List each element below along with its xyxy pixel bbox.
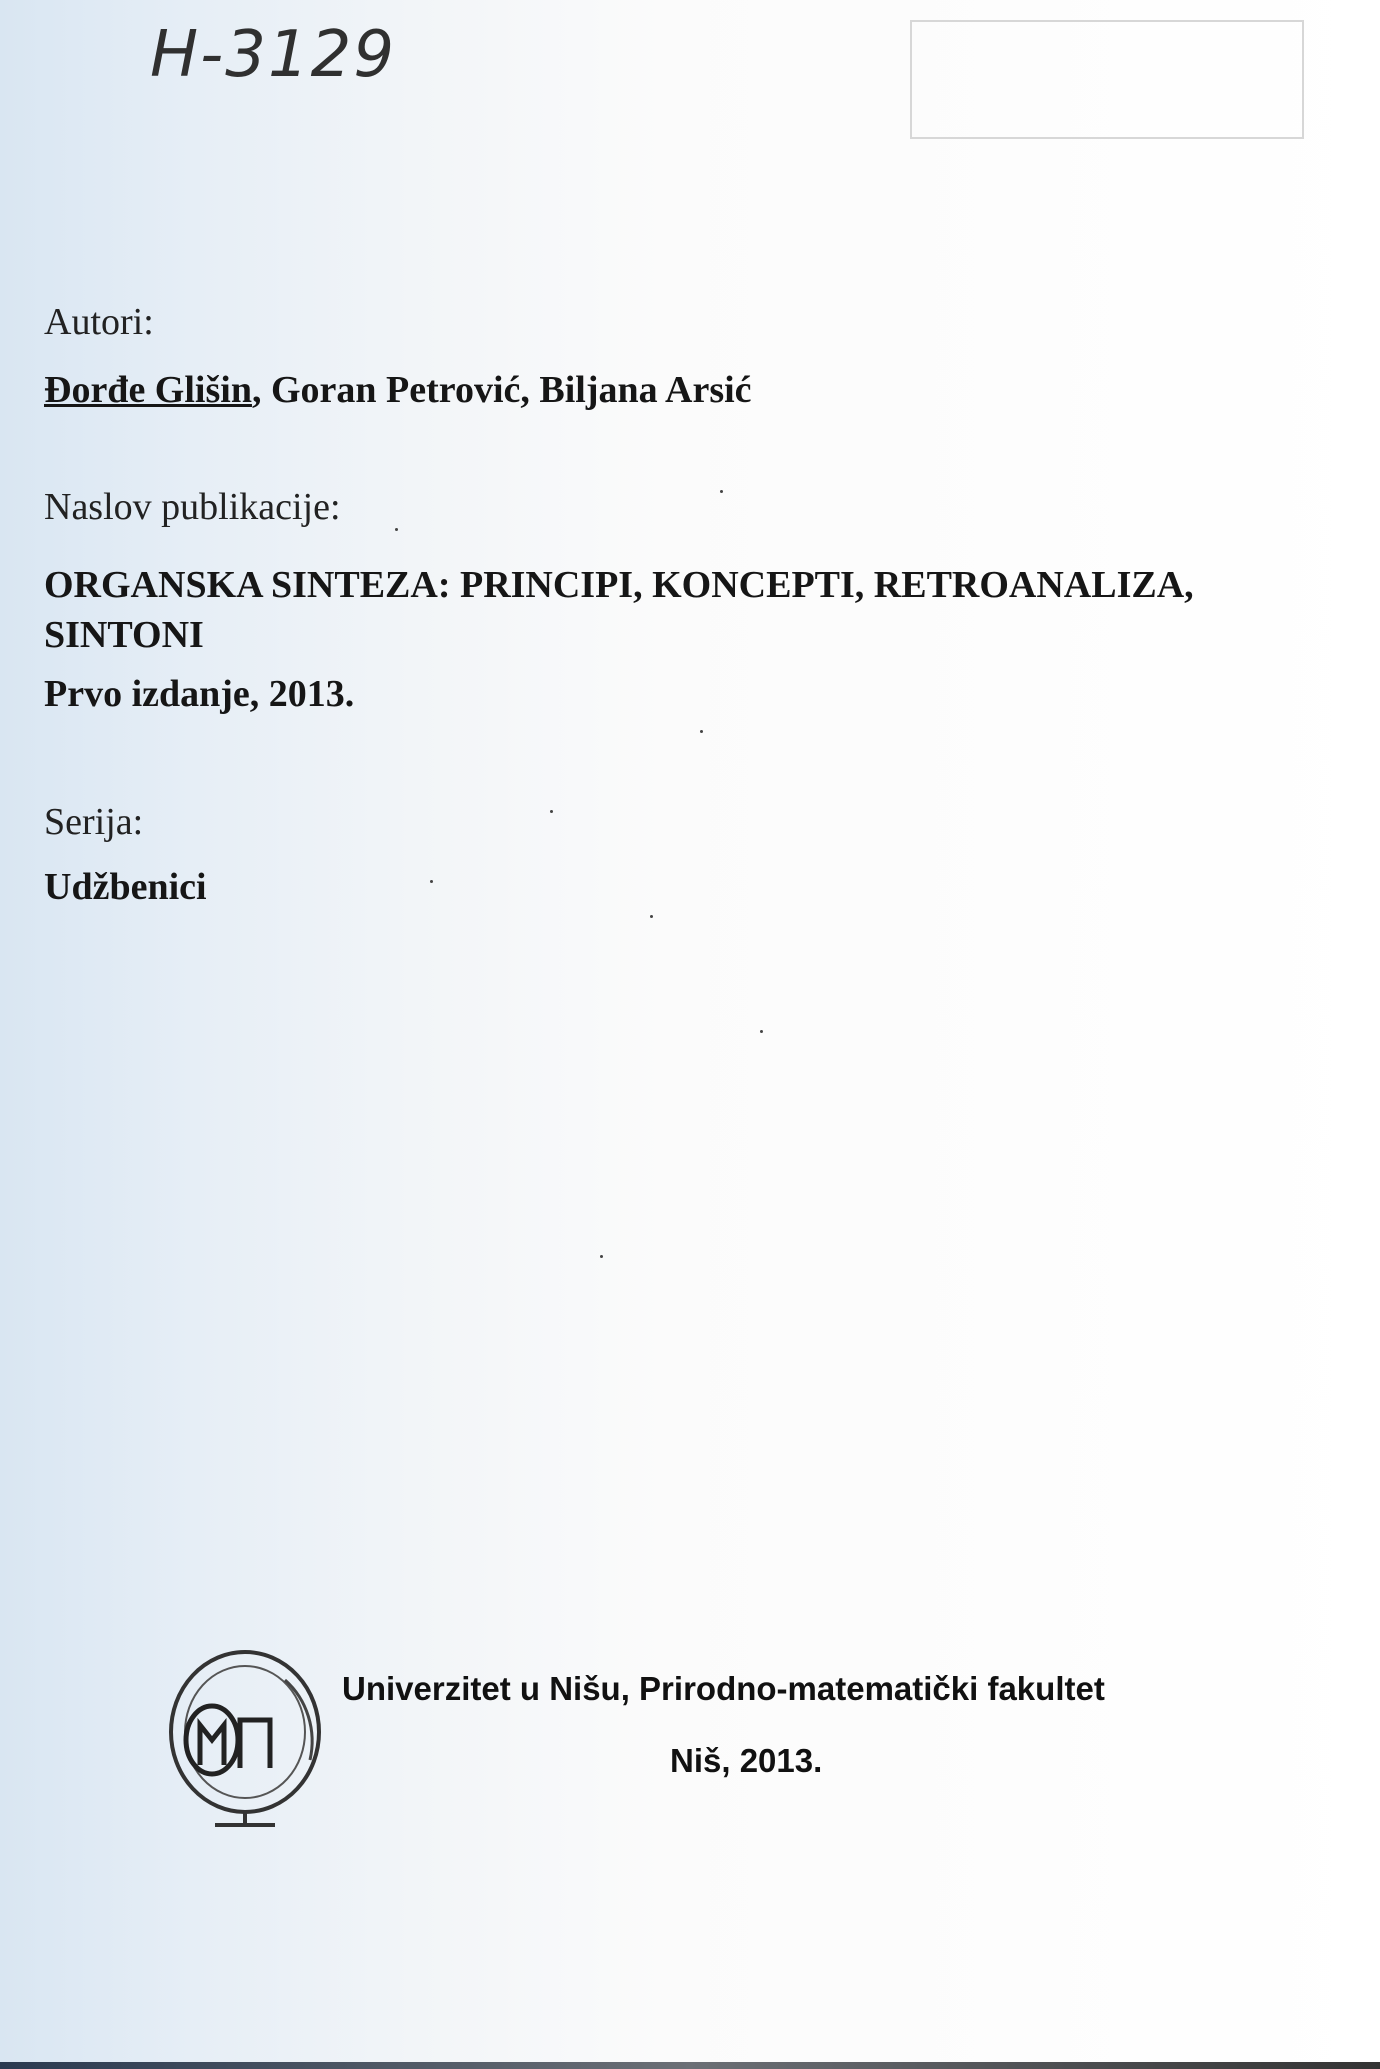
speck	[550, 810, 553, 813]
scan-edge	[0, 2062, 1380, 2069]
other-authors: , Goran Petrović, Biljana Arsić	[251, 369, 752, 411]
series-name: Udžbenici	[44, 866, 207, 908]
authors-label: Autori:	[44, 301, 154, 343]
speck	[720, 490, 723, 493]
publication-title: ORGANSKA SINTEZA: PRINCIPI, KONCEPTI, RETROANALIZA, SINTONI	[44, 564, 1194, 656]
library-stamp	[910, 20, 1304, 139]
speck	[760, 1030, 763, 1033]
speck	[700, 730, 703, 733]
speck	[650, 915, 653, 918]
place-and-year: Niš, 2013.	[670, 1742, 823, 1779]
publisher: Univerzitet u Nišu, Prirodno-matematički fakultet	[342, 1670, 1105, 1707]
handwritten-inventory-number: H-3129	[150, 18, 397, 92]
edition: Prvo izdanje, 2013.	[44, 673, 355, 715]
authors-line	[44, 368, 752, 412]
speck	[395, 528, 398, 531]
speck	[600, 1255, 603, 1258]
first-author: Đorđe Glišin	[44, 369, 252, 411]
speck	[430, 880, 433, 883]
series-label: Serija:	[44, 801, 144, 843]
title-label: Naslov publikacije:	[44, 486, 341, 528]
university-seal-icon	[160, 1640, 330, 1840]
